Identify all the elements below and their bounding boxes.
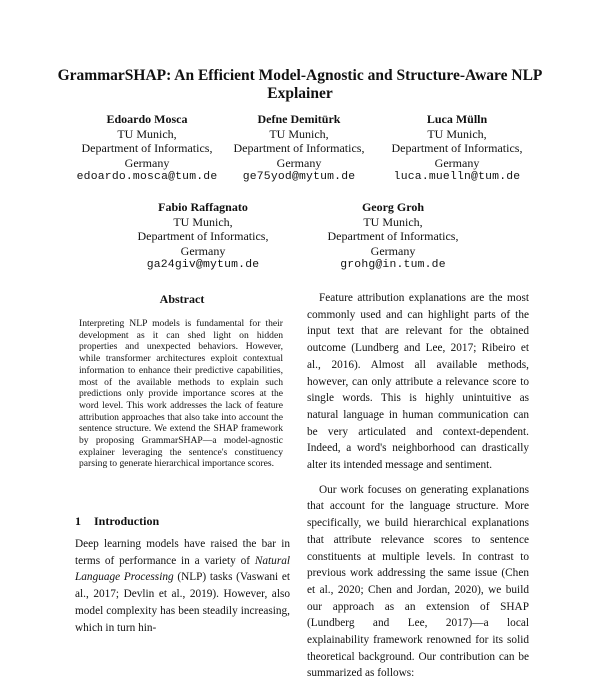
author-country: Germany [434, 155, 480, 170]
abstract-heading: Abstract [159, 292, 205, 306]
author-country: Germany [276, 155, 322, 170]
intro-paragraph-left [75, 536, 290, 636]
author-name: Luca Mülln [426, 112, 488, 126]
author-email: ga24giv@mytum.de [146, 259, 260, 272]
author-department: Department of Informatics, [391, 141, 523, 156]
author-block [118, 200, 288, 273]
author-block [213, 112, 385, 185]
author-department: Department of Informatics, [81, 141, 213, 156]
section-heading [75, 514, 295, 529]
author-email: edoardo.mosca@tum.de [76, 171, 218, 184]
author-email: ge75yod@mytum.de [242, 171, 356, 184]
author-department: Department of Informatics, [233, 141, 365, 156]
section-number: 1 [75, 514, 81, 528]
author-name: Fabio Raffagnato [158, 200, 248, 214]
author-affiliation: TU Munich, [117, 126, 177, 141]
author-email: luca.muelln@tum.de [393, 171, 521, 184]
author-block [62, 112, 232, 185]
author-email: grohg@in.tum.de [340, 259, 446, 272]
author-affiliation: TU Munich, [269, 126, 329, 141]
author-country: Germany [180, 243, 226, 258]
author-country: Germany [124, 155, 170, 170]
intro-text-part1: Deep learning models have raised the bar in terms of performance in a variety of [75, 538, 290, 567]
author-department: Department of Informatics, [137, 229, 269, 244]
intro-text-part2: (NLP) tasks (Vaswani et al., 2017; Devlin et al., 2019). However, also model complexity has been steadily increasing, which in turn hin- [75, 571, 291, 634]
author-name: Defne Demitürk [257, 112, 341, 126]
author-department: Department of Informatics, [327, 229, 459, 244]
intro-paragraph-right-1: Feature attribution explanations are the most commonly used and can highlight parts of the input text that are relevant for the obtained outcome (Lundberg and Lee, 2017; Ribeiro et al., 2016). Almost all available methods, however, can only attribute a relevance score to single words. This is highly unintuitive as natural language in human communication can be very articulated and context-dependent. Indeed, a word's neighborhood can drastically alter its intended message and sentiment. [307, 292, 529, 472]
intro-paragraph-right-2: Our work focuses on generating explanations that account for the language structure. More specifically, we build hierarchical explanations that attribute relevance scores to sentence constituents at multiple levels. In contrast to previous work addressing the same issue (Chen et al., 2020; Chen and Jordan, 2020), we build our approach as an extension of SHAP (Lundberg and Lee, 2017)—a local explainability framework renowned for its solid theoretical background. Our contribution can be summarized as follows: [307, 483, 529, 680]
author-name: Edoardo Mosca [106, 112, 188, 126]
right-column [307, 290, 529, 682]
paper-title: GrammarSHAP: An Efficient Model-Agnostic and Structure-Aware NLP Explainer [57, 67, 543, 102]
author-affiliation: TU Munich, [427, 126, 487, 141]
abstract-text: Interpreting NLP models is fundamental for their development as it can shed light on hidden properties and unexpected behaviors. However, while transformer architectures exploit contextual information to enhance their predictive capabilities, most of the available methods to explain such predictions only provide importance scores at the word level. This work addresses the lack of feature attribution approaches that also take into account the sentence structure. We extend the SHAP framework by proposing GrammarSHAP—a model-agnostic explainer leveraging the sentence's constituency parsing to generate hierarchical importance scores. [79, 318, 283, 470]
intro-text-italic: Natural Language Processing [75, 554, 290, 584]
author-affiliation: TU Munich, [363, 214, 423, 229]
author-country: Germany [370, 243, 416, 258]
section-title: Introduction [94, 514, 160, 528]
author-name: Georg Groh [361, 200, 425, 214]
author-block [308, 200, 478, 273]
author-affiliation: TU Munich, [173, 214, 233, 229]
author-block [368, 112, 546, 185]
